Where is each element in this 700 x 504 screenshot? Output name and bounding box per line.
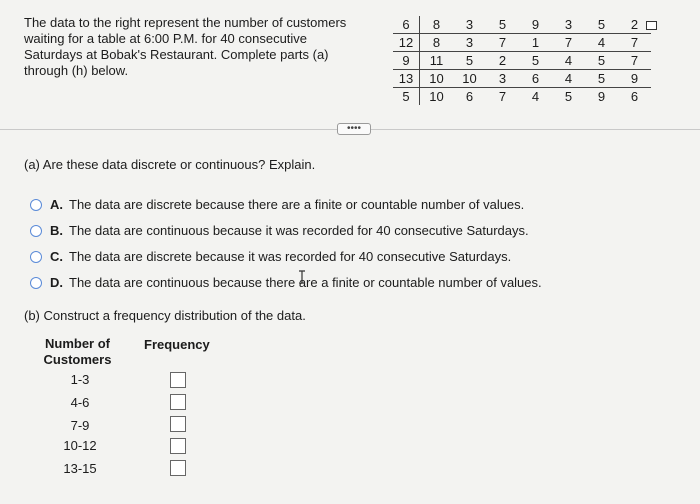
frequency-input-7-9[interactable] [170,416,186,432]
data-cell: 10 [453,70,486,88]
data-cell: 7 [498,89,507,104]
data-cell: 6 [393,16,420,34]
data-table-row [393,52,651,70]
data-cell: 6 [465,89,474,104]
data-cell: 9 [393,52,420,70]
option-a[interactable] [30,197,524,213]
option-b[interactable] [30,223,529,239]
option-letter: B. [50,223,63,238]
data-cell: 6 [630,89,639,104]
class-label: 4-6 [70,395,90,410]
frequency-header: Frequency [144,337,210,352]
part-a-question: (a) Are these data discrete or continuous? Explain. [24,157,316,172]
data-table [393,16,651,105]
option-d[interactable] [30,275,542,291]
class-label: 1-3 [70,372,90,387]
class-label: 13-15 [63,461,97,476]
option-text: The data are continuous because it was recorded for 40 consecutive Saturdays. [69,223,529,238]
data-cell: 5 [585,16,618,34]
number-of-customers-header: Number of Customers [43,336,112,367]
data-cell: 3 [453,34,486,52]
frequency-input-4-6[interactable] [170,394,186,410]
expand-more-button[interactable]: •••• [337,123,371,135]
data-cell: 10 [420,70,454,88]
data-cell: 2 [618,16,651,34]
data-table-row [393,34,651,52]
data-cell: 13 [393,70,420,88]
problem-description: The data to the right represent the number of customers waiting for a table at 6:00 P.M. for 40 consecutive Saturdays at Bobak's Restaurant. Complete parts (a) through (h) below. [24,15,347,78]
option-letter: A. [50,197,63,212]
data-table-row [393,88,651,106]
class-label: 7-9 [70,418,90,433]
radio-b[interactable] [30,225,42,237]
data-cell: 7 [618,52,651,70]
data-cell: 9 [618,70,651,88]
data-cell: 12 [393,34,420,52]
frequency-input-10-12[interactable] [170,438,186,454]
data-cell: 9 [597,89,606,104]
radio-c[interactable] [30,251,42,263]
option-text: The data are discrete because there are a finite or countable number of values. [69,197,525,212]
data-cell: 3 [486,70,519,88]
radio-a[interactable] [30,199,42,211]
frequency-input-13-15[interactable] [170,460,186,476]
data-cell: 5 [393,88,420,106]
data-cell: 9 [519,16,552,34]
option-letter: C. [50,249,63,264]
data-cell: 5 [486,16,519,34]
option-text: The data are continuous because there are a finite or countable number of values. [69,275,542,290]
data-cell: 10 [429,89,444,104]
data-cell: 8 [420,16,454,34]
data-cell: 5 [585,70,618,88]
data-cell: 7 [552,34,585,52]
text-cursor-icon [297,270,307,284]
data-cell: 2 [486,52,519,70]
data-cell: 5 [585,52,618,70]
data-cell: 7 [618,34,651,52]
data-cell: 8 [420,34,454,52]
frequency-input-1-3[interactable] [170,372,186,388]
data-cell: 4 [585,34,618,52]
option-letter: D. [50,275,63,290]
data-cell: 4 [552,52,585,70]
data-cell: 6 [519,70,552,88]
data-cell: 5 [519,52,552,70]
radio-d[interactable] [30,277,42,289]
data-table-row [393,16,651,34]
data-cell: 3 [453,16,486,34]
data-cell: 7 [486,34,519,52]
data-table-row [393,70,651,88]
data-cell: 11 [420,52,454,70]
class-label: 10-12 [63,438,97,453]
data-cell: 4 [552,70,585,88]
data-cell: 1 [519,34,552,52]
data-cell: 5 [564,89,573,104]
option-c[interactable] [30,249,511,265]
data-cell: 5 [453,52,486,70]
part-b-question: (b) Construct a frequency distribution of the data. [24,308,306,323]
option-text: The data are discrete because it was recorded for 40 consecutive Saturdays. [69,249,512,264]
data-cell: 4 [531,89,540,104]
data-cell: 3 [552,16,585,34]
copy-data-icon[interactable] [646,21,657,30]
